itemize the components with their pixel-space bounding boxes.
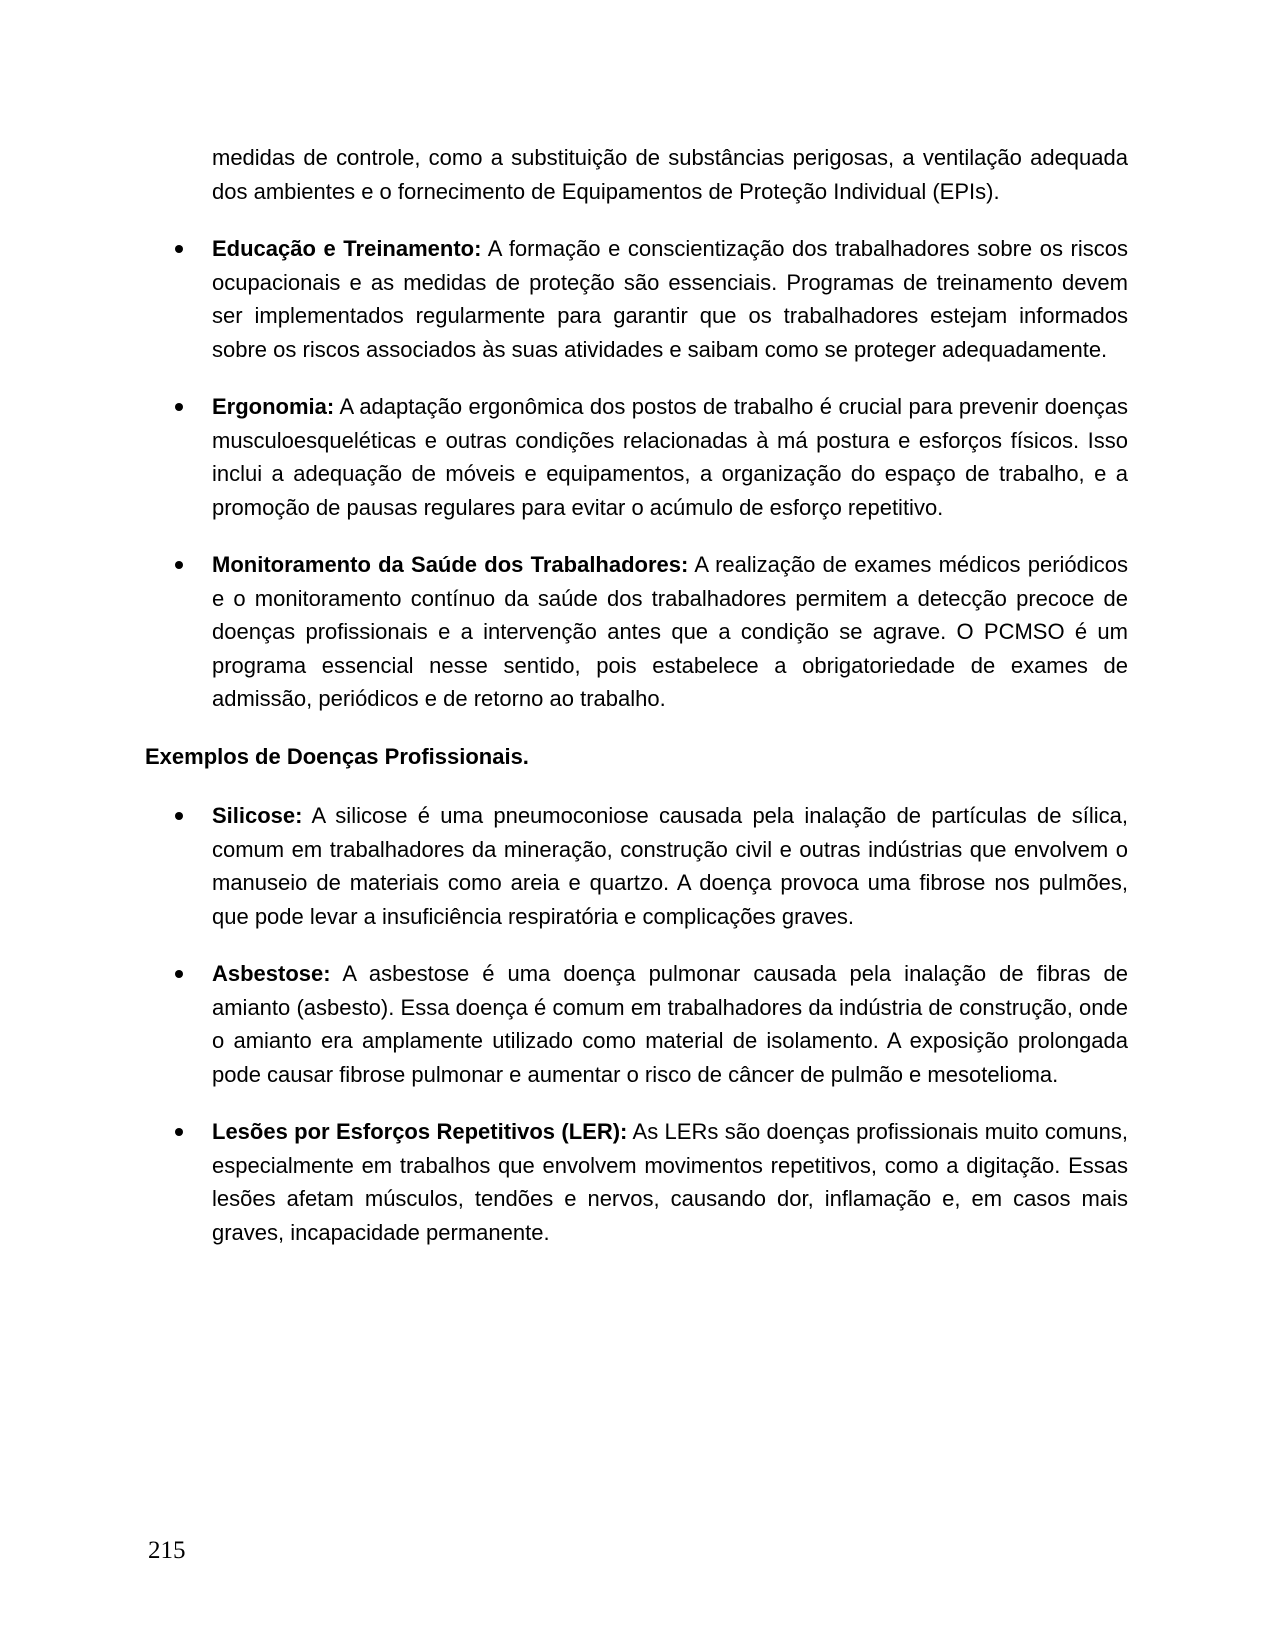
bullet-icon: [175, 403, 183, 411]
bullet-paragraph: [212, 232, 1128, 366]
bullet-term: Silicose:: [212, 803, 303, 828]
bullet-icon: [175, 1128, 183, 1136]
bullet-term: Asbestose:: [212, 961, 331, 986]
bullet-term: Educação e Treinamento:: [212, 236, 482, 261]
bullet-icon: [175, 245, 183, 253]
bullet-term: Ergonomia:: [212, 394, 335, 419]
bullet-icon: [175, 561, 183, 569]
bullet-body: As LERs são doenças profissionais muito comuns, especialmente em trabalhos que envolvem movimentos repetitivos, como a digitação. Essas lesões afetam músculos, tendões e nervos, causando dor, inflamação e, em casos mais graves, incapacidade permanente.: [212, 1119, 1128, 1245]
list-item-silicose: [212, 799, 1128, 933]
page-content: [145, 141, 1128, 1273]
bullet-term: Monitoramento da Saúde dos Trabalhadores:: [212, 552, 689, 577]
bullet-term: Lesões por Esforços Repetitivos (LER):: [212, 1119, 628, 1144]
bullet-body: A adaptação ergonômica dos postos de trabalho é crucial para prevenir doenças musculoesqueléticas e outras condições relacionadas à má postura e esforços físicos. Isso inclui a adequação de móveis e equipamentos, a organização do espaço de trabalho, e a promoção de pausas regulares para evitar o acúmulo de esforço repetitivo.: [212, 394, 1128, 520]
list-item-ergonomia: [212, 390, 1128, 524]
bullet-icon: [175, 812, 183, 820]
list-item-monitoramento-saude: [212, 548, 1128, 716]
list-item-ler: [212, 1115, 1128, 1249]
bullet-body: A silicose é uma pneumoconiose causada pela inalação de partículas de sílica, comum em trabalhadores da mineração, construção civil e outras indústrias que envolvem o manuseio de materiais como areia e quartzo. A doença provoca uma fibrose nos pulmões, que pode levar a insuficiência respiratória e complicações graves.: [212, 803, 1128, 929]
bullet-paragraph: [212, 957, 1128, 1091]
bullet-body: A asbestose é uma doença pulmonar causada pela inalação de fibras de amianto (asbesto). Essa doença é comum em trabalhadores da indústria de construção, onde o amianto era amplamente utilizado como material de isolamento. A exposição prolongada pode causar fibrose pulmonar e aumentar o risco de câncer de pulmão e mesotelioma.: [212, 961, 1128, 1087]
bullet-body: A realização de exames médicos periódicos e o monitoramento contínuo da saúde dos trabalhadores permitem a detecção precoce de doenças profissionais e a intervenção antes que a condição se agrave. O PCMSO é um programa essencial nesse sentido, pois estabelece a obrigatoriedade de exames de admissão, periódicos e de retorno ao trabalho.: [212, 552, 1128, 711]
bullet-paragraph: [212, 799, 1128, 933]
bullet-paragraph: [212, 1115, 1128, 1249]
section-heading: Exemplos de Doenças Profissionais.: [145, 743, 529, 769]
paragraph-continuation: medidas de controle, como a substituição de substâncias perigosas, a ventilação adequada dos ambientes e o fornecimento de Equipamentos de Proteção Individual (EPIs).: [212, 145, 1128, 204]
bullet-paragraph: [212, 390, 1128, 524]
bullet-icon: [175, 970, 183, 978]
list-item-asbestose: [212, 957, 1128, 1091]
bullet-paragraph: [212, 548, 1128, 716]
bullet-body: A formação e conscientização dos trabalhadores sobre os riscos ocupacionais e as medidas de proteção são essenciais. Programas de treinamento devem ser implementados regularmente para garantir que os trabalhadores estejam informados sobre os riscos associados às suas atividades e saibam como se proteger adequadamente.: [212, 236, 1128, 362]
page-number: 215: [148, 1537, 186, 1564]
list-item-educacao-treinamento: [212, 232, 1128, 366]
